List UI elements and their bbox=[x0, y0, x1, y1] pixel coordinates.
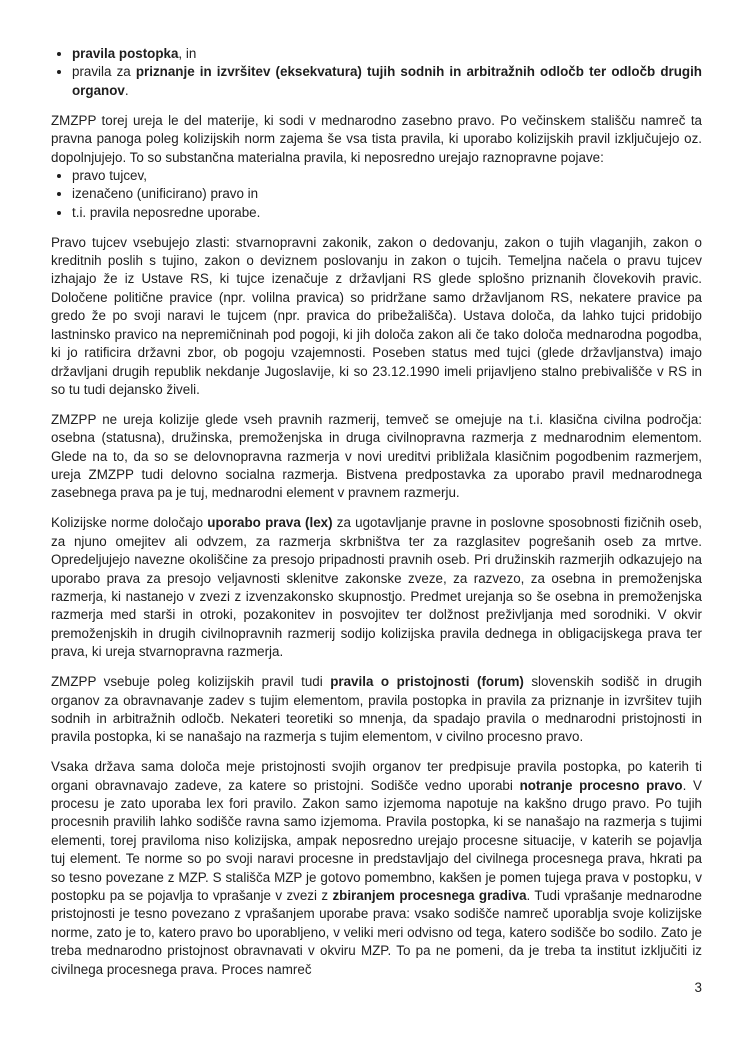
text-segment: uporabo prava (lex) bbox=[207, 515, 333, 531]
list-item bbox=[72, 167, 702, 185]
paragraph-zmzpp-scope bbox=[51, 112, 702, 167]
paragraph-civil-areas bbox=[51, 411, 702, 503]
text-segment: izenačeno (unificirano) pravo in bbox=[72, 186, 259, 202]
text-segment: Kolizijske norme določajo bbox=[51, 515, 208, 531]
text-segment: za ugotavljanje pravne in poslovne sposobnosti fizičnih oseb, za njuno omejitev ali odvzem, za razmerja skrbništva ter za razglasitev pogrešanih oseb za mrtve. Opredeljujejo navezne okoliščine za presojo pripadnosti pravnih oseb. Pri družinskih razmerjih odkazujejo na uporabo prava za presojo veljavnosti sklenitve zakonske zveze, za razvezo, za osebna in premoženjska razmerja, ki nastanejo v zvezi z izvenzakonsko skupnostjo. Predmet urejanja so še osebna in premoženjska razmerja med starši in otroki, pozakonitev in posvojitev ter dolžnost preživljanja med sorodniki. V okvir premoženjskih in drugih civilnopravnih razmerij sodijo kolizijska pravila dednega in obligacijskega prava ter prava, ki ureja stvarnopravna razmerja. bbox=[51, 515, 703, 660]
list-item bbox=[72, 204, 702, 222]
paragraph-procedure bbox=[51, 758, 702, 979]
text-segment: ZMZPP torej ureja le del materije, ki sodi v mednarodno zasebno pravo. Po večinskem stališču namreč ta pravna panoga poleg kolizijskih norm zajema še vsa tista pravila, ki uporabo kolizijskih pravil izključujejo oz. dopolnjujejo. To so substančna materialna pravila, ki neposredno urejajo raznopravne pojave: bbox=[51, 112, 702, 165]
text-segment: zbiranjem procesnega gradiva bbox=[332, 888, 527, 904]
text-segment: notranje procesno pravo bbox=[519, 777, 683, 793]
paragraph-jurisdiction-rules bbox=[51, 673, 702, 747]
direct-rules-bullet-list bbox=[51, 167, 702, 222]
text-segment: slovenskih sodišč in drugih organov za obravnavanje zadev s tujim elementom, pravila postopka in pravila za priznanje in izvršitev tujih sodnih in arbitražnih odločb. Nekateri teoretiki so mnenja, da spadajo pravila o mednarodni pristojnosti in pravila postopka, ki se nanašajo na razmerja s tujim elementom, v civilno procesno pravo. bbox=[51, 674, 702, 745]
text-segment: pravila o pristojnosti (forum) bbox=[330, 674, 524, 690]
text-segment: pravila postopka bbox=[72, 46, 179, 61]
text-segment: . V procesu je zato uporaba lex fori pravilo. Zakon samo izjemoma napotuje na kakšno drugo pravo. Po tujih procesnih pravilih lahko sodišče ravna samo izjemoma. Pravila postopka, ki se nanašajo na razmerja s tujimi elementi, torej praviloma niso kolizijska, ampak neposredno urejajo procesne situacije, v katerih se pojavlja tuj element. Te norme so po svoji naravi procesne in predstavljajo del civilnega procesnega prava, hkrati pa so tesno povezane z MZP. S stališča MZP je gotovo pomembno, kakšen je pomen tujega prava v postopku, v postopku pa se pojavlja to vprašanje v zvezi z bbox=[51, 777, 702, 904]
intro-bullet-list bbox=[51, 45, 702, 100]
text-segment: Vsaka država sama določa meje pristojnosti svojih organov ter predpisuje pravila postopka, po katerih ti organi obravnavajo zadeve, za katere so pristojni. Sodišče vedno uporabi bbox=[51, 759, 702, 793]
list-item bbox=[72, 63, 702, 100]
paragraph-foreigners-law bbox=[51, 234, 702, 400]
page-number: 3 bbox=[694, 980, 702, 996]
text-segment: Pravo tujcev vsebujejo zlasti: stvarnopravni zakonik, zakon o dedovanju, zakon o tujih vlaganjih, zakon o kreditnih poslih s tujino, zakon o deviznem poslovanju in zakon o tujcih. Temeljna načela o pravu tujcev izhajajo že iz Ustave RS, ki tujce izenačuje z državljani RS glede splošno priznanih človekovih pravic. Določene politične pravice (npr. volilna pravica) so pridržane samo državljanom RS, nekatere pravice pa gredo že po svoji naravi le tujcem (npr. pravica do pribežališča). Ustava določa, da lahko tujci pridobijo lastninsko pravico na nepremičninah pod pogoji, ki jih določa zakon ali če tako določa mednarodna pogodba, ki jo ratificira državni zbor, ob pogoju vzajemnosti. Poseben status med tujci (glede državljanstva) imajo državljani drugih republik nekdanje Jugoslavije, ki so 23.12.1990 imeli prijavljeno stalno prebivališče v RS in so tu tudi dejansko živeli. bbox=[51, 234, 702, 397]
text-segment: pravo tujcev, bbox=[72, 167, 147, 183]
text-segment: , in bbox=[178, 46, 197, 61]
text-segment: priznanje in izvršitev (eksekvatura) tujih sodnih in arbitražnih odločb ter odločb drugih organov bbox=[72, 64, 702, 98]
list-item bbox=[72, 185, 702, 203]
list-item bbox=[72, 45, 702, 63]
text-segment: pravila za bbox=[72, 64, 136, 80]
text-segment: t.i. pravila neposredne uporabe. bbox=[72, 204, 261, 220]
paragraph-conflict-norms bbox=[51, 514, 702, 661]
text-segment: ZMZPP vsebuje poleg kolizijskih pravil tudi bbox=[51, 674, 331, 690]
text-segment: . bbox=[124, 82, 129, 98]
text-segment: . Tudi vprašanje mednarodne pristojnosti je tesno povezano z vprašanjem uporabe prava: vsako sodišče namreč uporablja svoje kolizijske norme, zato je to, katero pravo bo uporabljeno, v veliki meri odvisno od tega, katero sodišče bo sodilo. Zato je treba mednarodno pristojnost obravnavati v okviru MZP. To pa ne pomeni, da je treba ta institut izključiti iz civilnega procesnega prava. Proces namreč bbox=[51, 888, 703, 977]
text-segment: ZMZPP ne ureja kolizije glede vseh pravnih razmerij, temveč se omejuje na t.i. klasična civilna področja: osebna (statusna), družinska, premoženjska in druga civilnopravna razmerja z mednarodnim elementom. Glede na to, da so se delovnopravna razmerja v novi ureditvi približala klasičnim pogodbenim razmerjem, ureja ZMZPP tudi delovno socialna razmerja. Bistvena predpostavka za uporabo pravil mednarodnega zasebnega prava pa je tuj, mednarodni element v pravnem razmerju. bbox=[51, 411, 702, 501]
